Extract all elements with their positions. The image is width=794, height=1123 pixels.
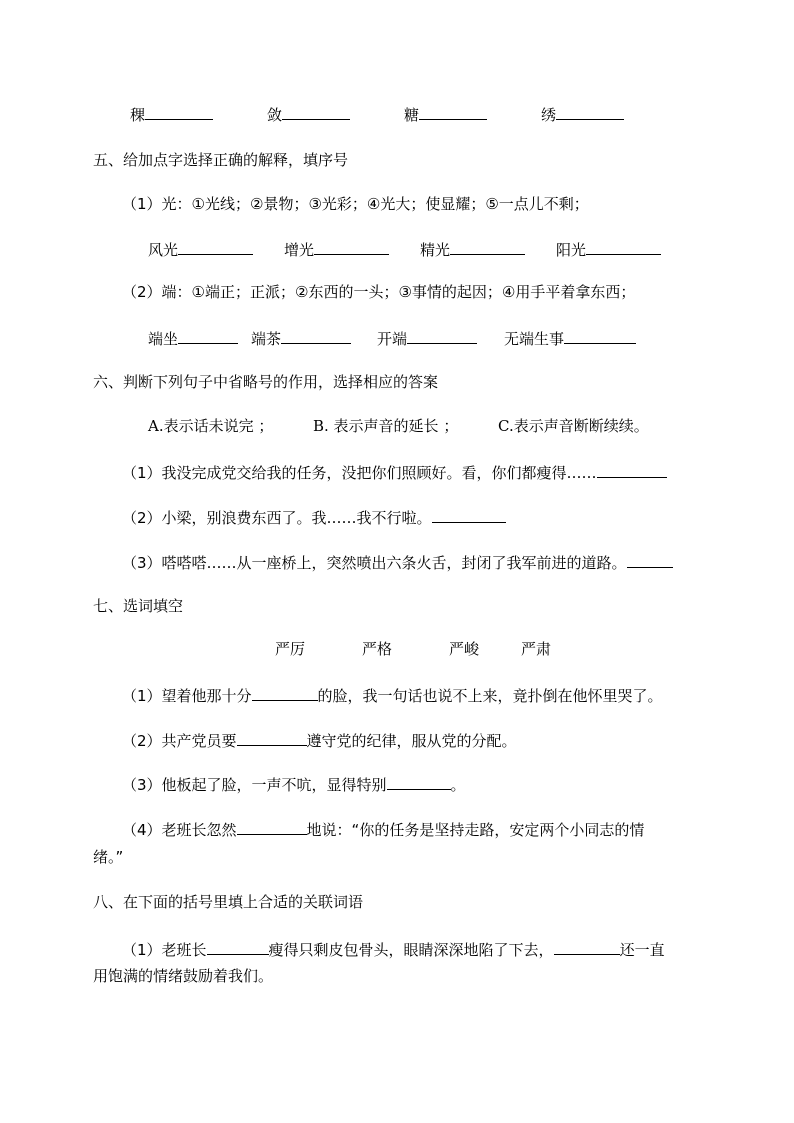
question-text: 遵守党的纪律，服从党的分配。 — [306, 732, 517, 750]
question-text: 地说：“你的任务是坚持走路，安定两个小同志的情 — [306, 821, 645, 839]
answer-blank[interactable] — [252, 684, 318, 701]
answer-blank[interactable] — [314, 238, 389, 255]
answer-blank[interactable] — [564, 327, 636, 344]
section6-item-3 — [122, 551, 673, 573]
section7-q3 — [122, 773, 466, 795]
item-text: （1）我没完成党交给我的任务，没把你们照顾好。看，你们都瘦得…… — [122, 464, 597, 482]
answer-blank[interactable] — [178, 238, 253, 255]
section5-q2-words — [148, 327, 636, 349]
section6-title: 六、判断下列句子中省略号的作用，选择相应的答案 — [93, 373, 439, 391]
word-option: 严峻 — [449, 640, 480, 658]
question-text: 还一直 — [619, 941, 665, 959]
word-option: 严厉 — [275, 640, 306, 658]
answer-blank[interactable] — [407, 327, 477, 344]
section7-q1 — [122, 684, 663, 706]
section5-q2-stem: （2）端：①端正；正派；②东西的一头；③事情的起因；④用手平着拿东西； — [122, 283, 636, 301]
char-label: 绣 — [541, 106, 557, 124]
answer-blank[interactable] — [237, 729, 307, 746]
question-text: 的脸，我一句话也说不上来，竟扑倒在他怀里哭了。 — [317, 687, 663, 705]
word-label: 端坐 — [148, 330, 179, 348]
section8-q1 — [122, 938, 665, 960]
word-label: 增光 — [284, 241, 315, 259]
item-text: （3）嗒嗒嗒……从一座桥上，突然喷出六条火舌，封闭了我军前进的道路。 — [122, 554, 627, 572]
word-option: 严格 — [362, 640, 393, 658]
section7-q4 — [122, 818, 644, 840]
question-text: （3）他板起了脸，一声不吭，显得特别 — [122, 776, 387, 794]
answer-blank[interactable] — [554, 938, 620, 955]
char-label: 敛 — [267, 106, 283, 124]
word-label: 开端 — [377, 330, 408, 348]
section6-options — [148, 416, 649, 436]
section8-title: 八、在下面的括号里填上合适的关联词语 — [93, 893, 364, 911]
answer-blank[interactable] — [387, 773, 451, 790]
word-option: 严肃 — [521, 640, 552, 658]
section5-title: 五、给加点字选择正确的解释，填序号 — [93, 151, 349, 169]
question-text: （1）老班长 — [122, 941, 207, 959]
answer-blank[interactable] — [145, 103, 213, 120]
word-label: 端茶 — [251, 330, 282, 348]
answer-blank[interactable] — [597, 461, 667, 478]
question-text: （2）共产党员要 — [122, 732, 237, 750]
section7-title: 七、选词填空 — [93, 597, 184, 615]
answer-blank[interactable] — [627, 551, 673, 568]
question-text: 瘦得只剩皮包骨头，眼睛深深地陷了下去， — [268, 941, 554, 959]
question-text: 。 — [450, 776, 466, 794]
option-b: B. 表示声音的延长 ； — [313, 417, 459, 435]
section5-q1-stem: （1）光：①光线；②景物；③光彩；④光大；使显耀；⑤一点儿不剩； — [122, 195, 589, 213]
answer-blank[interactable] — [282, 103, 350, 120]
word-label: 精光 — [420, 241, 451, 259]
section6-item-1 — [122, 461, 667, 483]
answer-blank[interactable] — [432, 506, 506, 523]
question-text: （1）望着他那十分 — [122, 687, 252, 705]
answer-blank[interactable] — [419, 103, 487, 120]
question-text: （4）老班长忽然 — [122, 821, 237, 839]
word-label: 无端生事 — [504, 330, 565, 348]
answer-blank[interactable] — [178, 327, 238, 344]
section5-q1-words — [148, 238, 661, 260]
answer-blank[interactable] — [237, 818, 307, 835]
word-label: 阳光 — [556, 241, 587, 259]
section8-q1-line2: 用饱满的情绪鼓励着我们。 — [93, 967, 274, 985]
option-a: A.表示话未说完 ； — [148, 417, 274, 435]
answer-blank[interactable] — [556, 103, 624, 120]
answer-blank[interactable] — [207, 938, 269, 955]
section7-q2 — [122, 729, 517, 751]
answer-blank[interactable] — [586, 238, 661, 255]
section7-word-bank — [275, 639, 551, 659]
option-c: C.表示声音断断续续。 — [498, 417, 649, 435]
word-label: 风光 — [148, 241, 179, 259]
answer-blank[interactable] — [281, 327, 351, 344]
char-label: 糖 — [404, 106, 420, 124]
char-label: 稞 — [130, 106, 146, 124]
top-char-row — [130, 103, 624, 125]
answer-blank[interactable] — [450, 238, 525, 255]
section6-item-2 — [122, 506, 506, 528]
item-text: （2）小梁，别浪费东西了。我……我不行啦。 — [122, 509, 432, 527]
section7-q4-line2: 绪。” — [93, 848, 124, 866]
